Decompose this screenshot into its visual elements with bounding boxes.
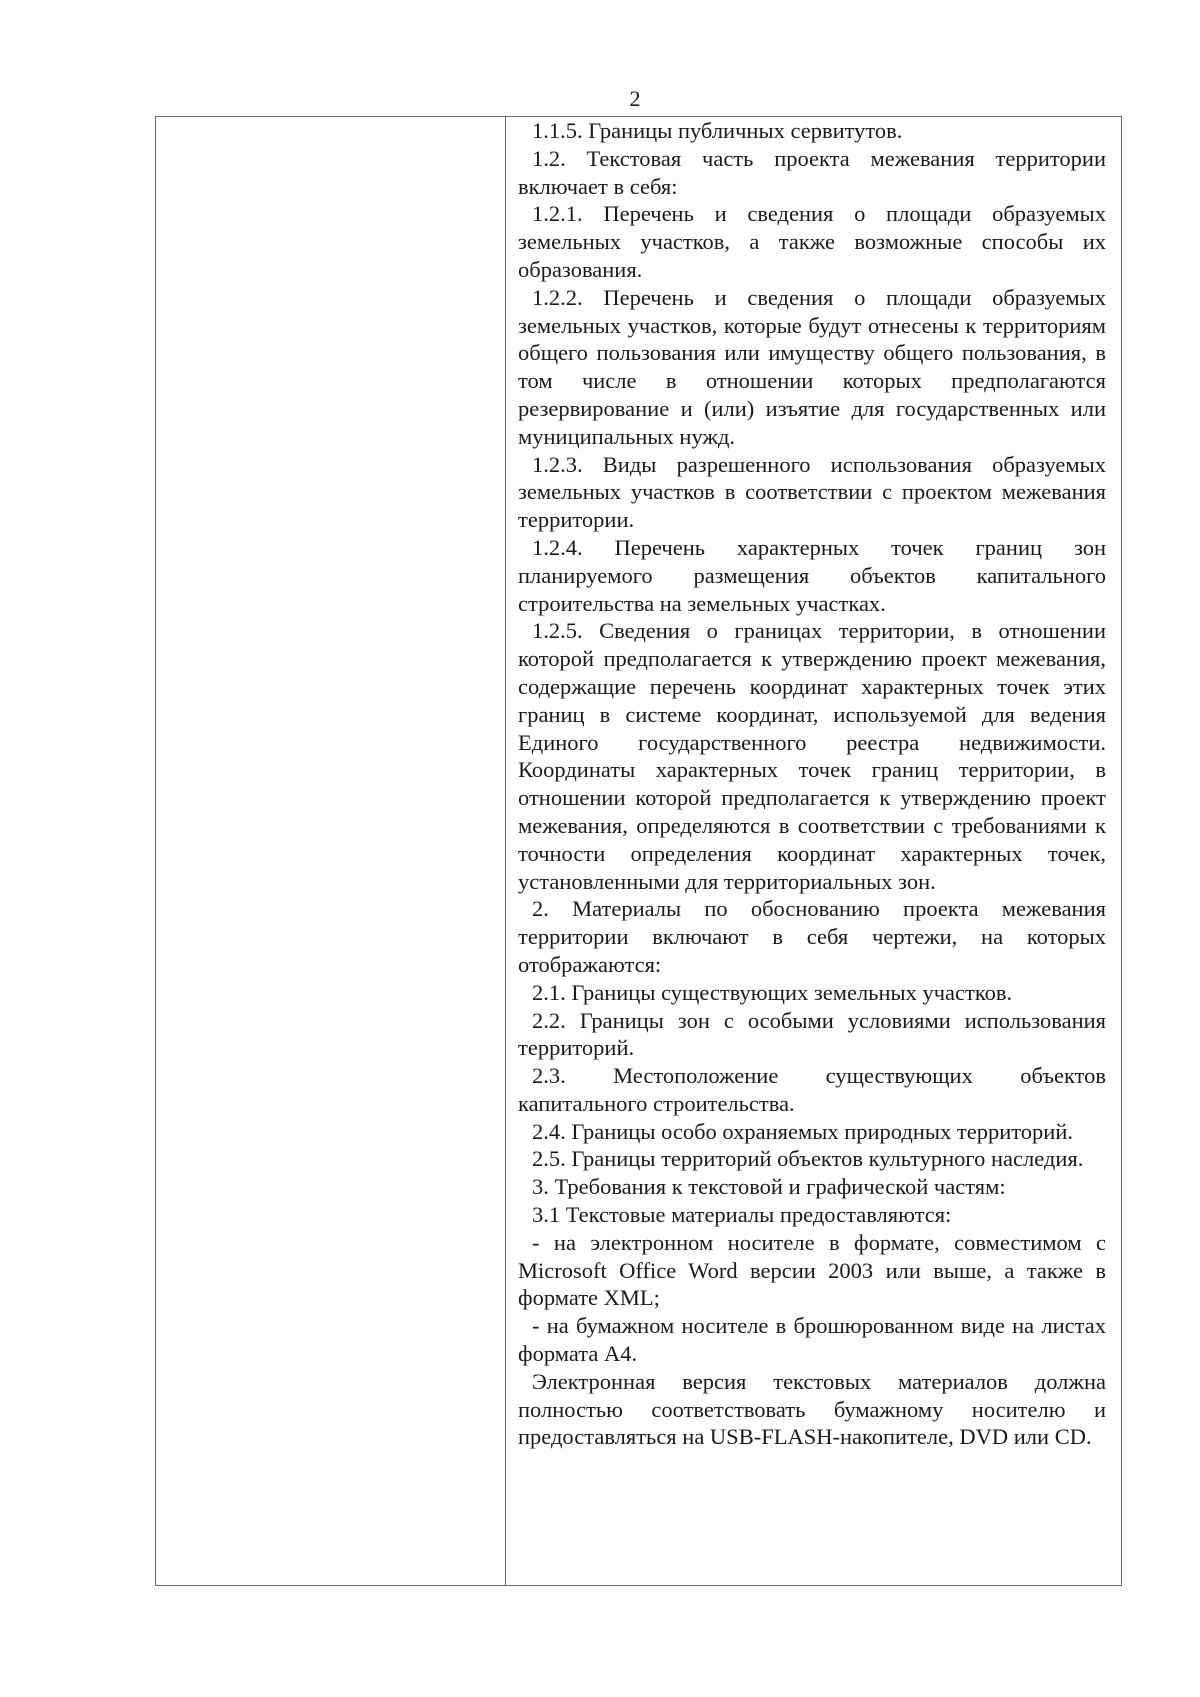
paragraph-2: 2. Материалы по обоснованию проекта межевания территории включают в себя чертежи, на которых отображаются: [518, 896, 1106, 977]
page-number: 2 [629, 86, 641, 111]
paragraph-1-2: 1.2. Текстовая часть проекта межевания территории включает в себя: [518, 145, 1106, 199]
text-column [518, 117, 1106, 1451]
column-divider [505, 117, 506, 1585]
paragraph-2-3: 2.3. Местоположение существующих объектов капитального строительства. [518, 1063, 1106, 1116]
paragraph-2-5: 2.5. Границы территорий объектов культурного наследия. [532, 1146, 1084, 1172]
paragraph-2-1: 2.1. Границы существующих земельных участков. [532, 979, 1013, 1005]
paragraph-2-2: 2.2. Границы зон с особыми условиями использования территорий. [518, 1007, 1106, 1061]
document-table [155, 116, 1122, 1586]
paragraph-electronic-version: Электронная версия текстовых материалов должна полностью соответствовать бумажному носителю и предоставляться на USB-FLASH-накопителе, DVD или CD. [518, 1368, 1106, 1450]
paragraph-1-2-2: 1.2.2. Перечень и сведения о площади образуемых земельных участков, которые будут отнесены к территориям общего пользования или имуществу общего пользования, в том числе в отношении которых предполагаются резервирование и (или) изъятие для государственных или муниципальных нужд. [518, 284, 1106, 449]
paragraph-1-1-5: 1.1.5. Границы публичных сервитутов. [532, 118, 903, 143]
list-item-paper: - на бумажном носителе в брошюрованном виде на листах формата А4. [518, 1313, 1106, 1367]
paragraph-1-2-1: 1.2.1. Перечень и сведения о площади образуемых земельных участков, а также возможные способы их образования. [518, 201, 1106, 282]
paragraph-1-2-4: 1.2.4. Перечень характерных точек границ зон планируемого размещения объектов капитального строительства на земельных участках. [518, 534, 1106, 616]
list-item-electronic: - на электронном носителе в формате, совместимом с Microsoft Office Word версии 2003 или выше, а также в формате XML; [518, 1229, 1106, 1311]
paragraph-1-2-5: 1.2.5. Сведения о границах территории, в отношении которой предполагается к утверждению проект межевания, содержащие перечень координат характерных точек этих границ в системе координат, используемой для ведения Единого государственного реестра недвижимости. Координаты характерных точек границ территории, в отношении которой предполагается к утверждению проект межевания, определяются в соответствии с требованиями к точности определения координат характерных точек, установленными для территориальных зон. [518, 618, 1106, 894]
paragraph-3: 3. Требования к текстовой и графической частям: [532, 1174, 1006, 1200]
paragraph-3-1: 3.1 Текстовые материалы предоставляются: [532, 1202, 952, 1228]
paragraph-2-4: 2.4. Границы особо охраняемых природных территорий. [532, 1118, 1073, 1144]
paragraph-1-2-3: 1.2.3. Виды разрешенного использования образуемых земельных участков в соответствии с проектом межевания территории. [518, 451, 1106, 533]
